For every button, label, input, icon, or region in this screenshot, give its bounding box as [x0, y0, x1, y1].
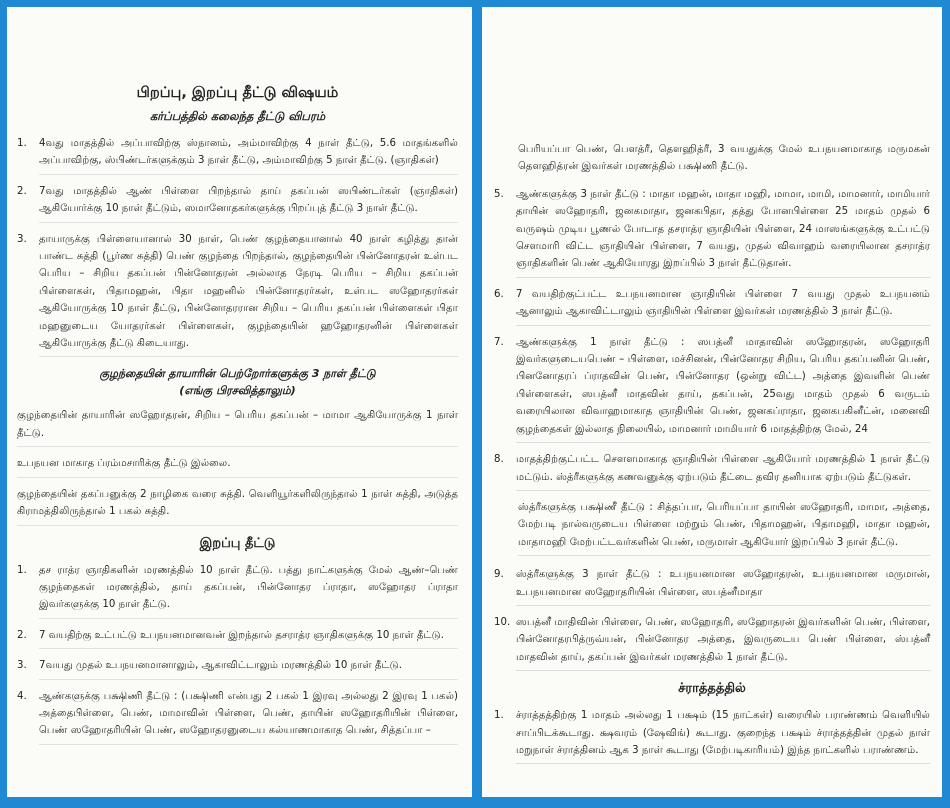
list-item [494, 286, 930, 326]
item-number: 4. [17, 690, 27, 702]
list-item [494, 707, 930, 764]
item-number: 3. [17, 660, 27, 672]
item-number: 6. [494, 288, 504, 300]
item-number: 5. [494, 188, 504, 200]
section-heading-line: (எங்கு பிரசவித்தாலும்) [179, 384, 296, 398]
list-item [494, 186, 930, 278]
death-list [17, 562, 458, 745]
item-text: தச ராத்ர ஞாதிகளின் மரணத்தில் 10 நாள் தீட்டு. பத்து நாட்களுக்கு மேல் ஆண்–பெண் குழந்தைகள் மரணத்தில், தாய் தகப்பன், பின்னோதர ப்ராதா, ஸஹோதர ப்ராதா இவர்களுக்கு 10 நாள் தீட்டு. [39, 562, 458, 619]
section-heading-line: குழந்தையின் தாயாரின் பெற்றோர்களுக்கு 3 நாள் தீட்டு [99, 367, 376, 381]
item-number: 1. [17, 564, 27, 576]
right-page [482, 7, 942, 797]
womens-paragraph: ஸ்த்ரீகளுக்கு பக்ஷிணீ தீட்டு : சித்தப்பா, பெரியப்பா தாயின் ஸஹோதரி, மாமா, அத்தை, மேற்படி நால்வருடைய பிள்ளை மற்றும் பெண், பிதாமஹன், பிதாமஹி, மாதா மஹன், மாதாமஹி மேற்பட்டவர்களின் பெண், மருமாள் ஆகியோர் இறப்பில் 3 நாள் தீட்டு. [518, 499, 930, 556]
item-text: தாயாருக்கு பிள்ளையானால் 30 நாள், பெண் குழந்தையானால் 40 நாள் கழித்து தான் பாண்ட சுத்தி (பூர்ண சுத்தி) பெண் குழந்தை பிறந்தால், குழந்தையின் பின்னோதரன் உள்பட பெரிய – சிறிய தகப்பன் பின்னோதரன் அல்லாத நேரடி பெரிய – சிறிய தகப்பன் பிள்ளைகள், பிதாமஹன், பிதா மஹனில் பின்னோதரர்கள், உள்பட ஸஹோதரர்கள் ஆகியோருக்கு 10 நாள் தீட்டு, பின்னோதரரான சிறிய – பெரிய தகப்பன் பிள்ளைகள் பிதா மஹனுடைய யோதரர்கள் பிள்ளைகள், குழந்தையின் ஹஹோதரனின் பிள்ளைகள் ஆகியோருக்கு தீட்டு கிடையாது. [39, 231, 458, 358]
paragraph: உபநயன மாகாத ப்ரம்மசாரிக்கு தீட்டு இல்லை. [17, 455, 458, 477]
list-item [17, 562, 458, 619]
item-text: 7 வயதிற்குட்பட்ட உபநயனமான ஞாதியின் பிள்ளை 7 வயது முதல் உபநயனம் ஆனாலும் ஆகாவிட்டாலும் ஞாதியின் பிள்ளை இவர்கள் மரணத்தில் 3 நாள் தீட்டு. [516, 286, 930, 326]
item-text: மாதத்திற்குட்பட்ட சௌளமாகாத ஞாதியின் பிள்ளை ஆகியோர் மரணத்தில் 1 நாள் தீட்டு மட்டும். ஸ்த்ரீகளுக்கு கணவனுக்கு ஏற்படும் தீட்டை தவிர தனியாக ஏற்படும் தீட்டுகள். [516, 451, 930, 491]
list-item [17, 688, 458, 745]
page-title: பிறப்பு, இறப்பு தீட்டு விஷயம் [136, 85, 339, 101]
item-text: ஸ்த்ரீகளுக்கு 3 நாள் தீட்டு : உபநயனமான ஸஹோதரன், உபநயனமான மருமான், உபநயனமான ஸஹோதரியின் பிள்ளை, ஸபத்னீமாதா [516, 566, 930, 606]
list-item [17, 183, 458, 223]
item-text: ஆண்களுக்கு பக்ஷிணி தீட்டு : (பக்ஷிணி என்பது 2 பகல் 1 இரவு அல்லது 2 இரவு 1 பகல்) அத்தைபிள்ளை, பெண், மாமாவின் பிள்ளை, பெண், தாயின் ஸஹோதரியின் பிள்ளை, பெண் ஸஹோதரியின் பெண், ஸஹோதரனுடைய கல்யாணமாகாத பெண், சித்தப்பா – [39, 688, 458, 745]
section-heading [17, 365, 458, 399]
womens-list [494, 566, 930, 671]
item-text: ஸபத்னீ மாதிவின் பிள்ளை, பெண், ஸஹோதரி, ஸஹோதரன் இவர்களின் பெண், பிள்ளை, பின்னோதரபித்ருவ்யன், பின்னோதர அத்தை, இவருடைய பெண் பிள்ளை, ஸ்பத்னீ மாதவின் தாய், தகப்பன் இவர்கள் மரணத்தில் 1 நாள் தீட்டு. [516, 614, 930, 671]
paragraph: குழந்தையின் தாயாரின் ஸஹோதரன், சிறிய – பெரிய தகப்பன் – மாமா ஆகியோருக்கு 1 நாள் தீட்டு. [17, 407, 458, 447]
item-number: 3. [17, 233, 27, 245]
item-number: 2. [17, 629, 27, 641]
section-title: ச்ராத்தத்தில் [678, 681, 746, 697]
list-item [494, 566, 930, 606]
item-text: ஆண்களுக்கு 1 நாள் தீட்டு : ஸபத்னீ மாதாவின் ஸஹோதரன், ஸஹோதரி இவர்களுடையபெண் – பிள்ளை, மச்சினன், பின்னோதர சிறிய, பெரிய தகப்பனின் பெண், பினனோதரப் ப்ராதவின் பெண், பின்னோதர (ஒன்று விட்ட) அத்தை இவளின் பெண் பிள்ளைகள், ஸபத்னீ மாதவின் தாய், தகப்பன், 25வது மாதம் முதல் 6 வருடம் வரையிலான விவாஹமாகாத ஞாதியின் பெண், ஜனகப்ராதா, ஜனகபகினீட்ன், மனைவி குழந்தைகள் இல்லாத நிலையில், மாமனார் மாமியார் 6 மாதத்திற்கு மேல், 24 [516, 334, 930, 443]
item-number: 1. [17, 138, 27, 149]
continuation-text: பெரியப்பா பெண், பௌத்ரீ, தௌஹித்ரீ, 3 வயதுக்கு மேல் உபநயனமாகாத மருமகன் தௌஹித்ரன் இவர்கள் மரணத்தில் பக்ஷிணி தீட்டு. [518, 144, 930, 173]
item-number: 10. [494, 616, 511, 628]
item-number: 7. [494, 336, 504, 348]
list-item [494, 614, 930, 671]
miscarriage-list [17, 135, 458, 357]
list-item [17, 135, 458, 175]
section-title: இறப்பு தீட்டு [199, 535, 276, 551]
item-text: 7 வயதிற்கு உட்பட்டு உபநயனமானவன் இறந்தால் தசராத்ர ஞாதிகளுக்கு 10 நாள் தீட்டு. [39, 627, 458, 649]
list-item [494, 334, 930, 443]
item-text: ஆண்களுக்கு 3 நாள் தீட்டு : மாதா மஹன், மாதா மஹி, மாமா, மாமி, மாமனார், மாமியார் தாயின் ஸஹோதரி, ஜனகமாதா, ஜனகபிதா, தத்து போனபிள்ளை 25 மாதம் முதல் 6 வருஷம் முடிய பூணல் போடாத தசராத்ர ஞாதியின் பிள்ளை, 24 மாஸங்களுக்கு உட்பட்டு சௌமாரி விட்ட ஞாதியின் பிள்ளை, 7 வயது, முதல் விவாஹம் வரையிலான தசராத்ர ஞாதிகளின் பெண் ஆகியோரது இறப்பில் 3 நாள் தீட்டுதான். [516, 186, 930, 278]
item-number: 8. [494, 454, 504, 466]
item-text: 7வது மாதத்தில் ஆண் பிள்ளை பிறந்தால் தாய் தகப்பன் ஸபிண்டர்கள் (ஞாதிகள்) ஆகியோர்க்கு 10 நாள் தீட்டும், ஸமானோதகர்களுக்கு பிறப்புத் தீட்டு 3 நாள் தீட்டு. [39, 183, 458, 223]
item-text: ச்ராத்தத்திற்கு 1 மாதம் அல்லது 1 பக்ஷம் (15 நாட்கள்) வரையில் பராண்ணம் வெளியில் சாப்பிடக்கூடாது. க்ஷவரம் (ஷேவிங்) கூடாது. குறைந்த பக்ஷம் ச்ராத்தத்தின் முதல் நாள் மறுநாள் ச்ராத்தினம் ஆக 3 நாள் கூடாது (மேற்படிகாரியம்) இந்த நாட்களில் பராண்ணம். [516, 707, 930, 764]
page-subtitle: கர்ப்பத்தில் கலைந்த தீட்டு விபரம் [149, 109, 326, 123]
item-text: 4வது மாதத்தில் அப்பாவிற்கு ஸ்நானம், அம்மாவிற்கு 4 நாள் தீட்டு, 5.6 மாதங்களில் அப்பாவிற்கு, ஸ்பிண்டர்களுக்கும் 3 நாள் தீட்டு, அம்மாவிற்கு 5 நாள் தீட்டு. (ஞாதிகள்) [39, 135, 458, 175]
list-item [17, 657, 458, 679]
item-text: 7வயது முதல் உபநயனமானாலும், ஆகாவிட்டாலும் மரணத்தில் 10 நாள் தீட்டு. [39, 657, 458, 679]
item-number: 2. [17, 185, 27, 197]
list-item [494, 451, 930, 491]
death-list-continued [494, 186, 930, 491]
paragraph: குழந்தையின் தகப்பனுக்கு 2 நாழிகை வரை சுத்தி. வெளியூர்களிலிருந்தால் 1 நாள் சுத்தி, அடுத்த கிராமத்திலிருந்தால் 1 பகல் சுத்தி. [17, 486, 458, 526]
left-page [7, 7, 472, 797]
shraddha-list [494, 707, 930, 764]
item-number: 1. [494, 710, 504, 722]
item-number: 9. [494, 569, 504, 581]
list-item [17, 231, 458, 358]
list-item [17, 627, 458, 649]
